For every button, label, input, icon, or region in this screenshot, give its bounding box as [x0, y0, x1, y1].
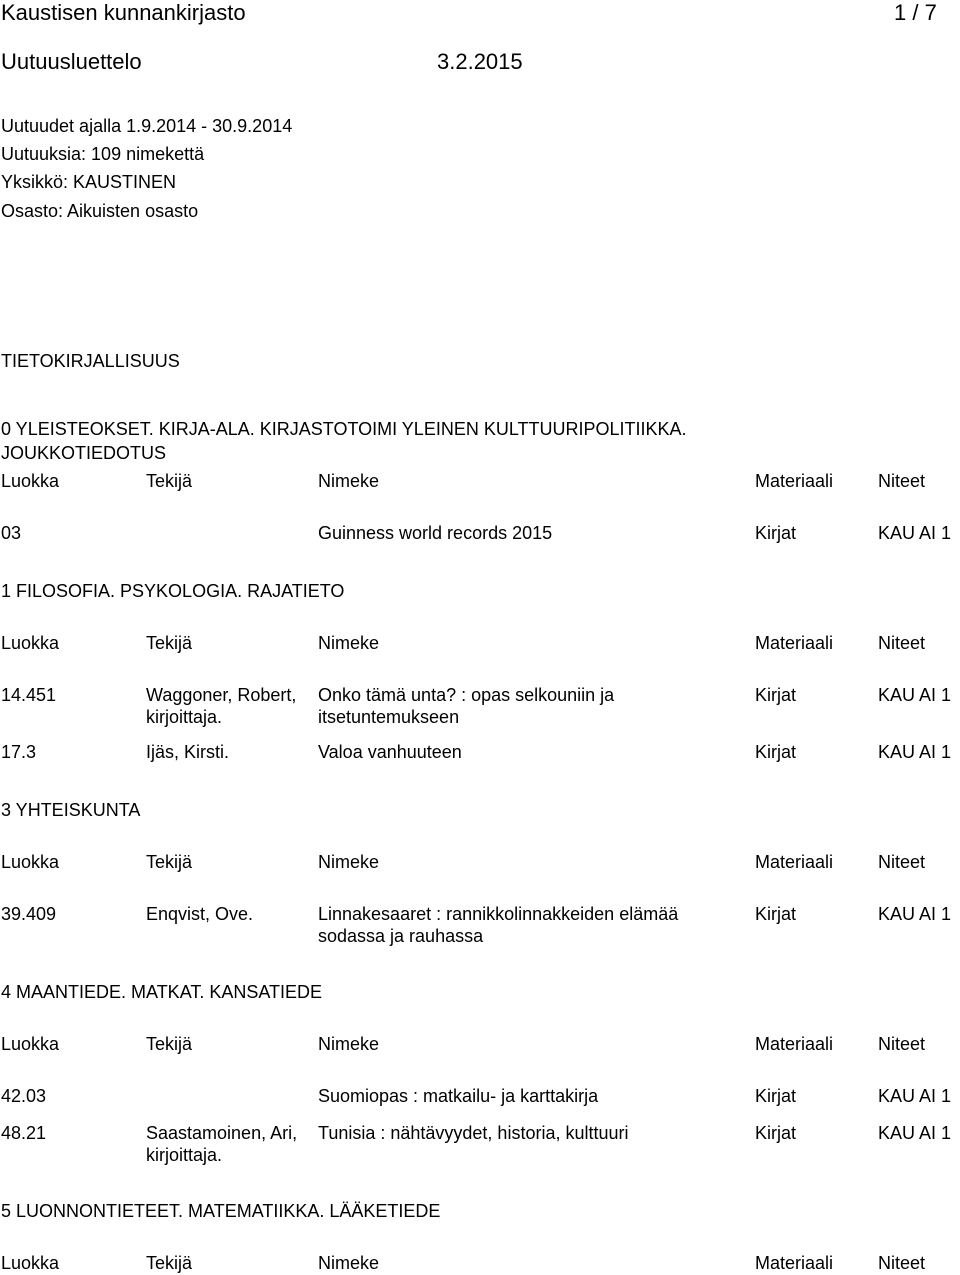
cell-tekija: Enqvist, Ove.	[146, 904, 254, 924]
col-nimeke: Nimeke	[318, 633, 380, 653]
col-niteet: Niteet	[878, 1034, 926, 1054]
section-title-continued: JOUKKOTIEDOTUS	[1, 443, 167, 463]
cell-niteet: KAU AI 1	[878, 742, 952, 762]
cell-luokka: 03	[1, 523, 22, 543]
section-title: 1 FILOSOFIA. PSYKOLOGIA. RAJATIETO	[1, 581, 345, 601]
cell-materiaali: Kirjat	[755, 904, 797, 924]
col-niteet: Niteet	[878, 1253, 926, 1273]
col-niteet: Niteet	[878, 852, 926, 872]
col-materiaali: Materiaali	[755, 852, 834, 872]
cell-luokka: 42.03	[1, 1086, 47, 1106]
col-nimeke: Nimeke	[318, 1034, 380, 1054]
unit-info: Yksikkö: KAUSTINEN	[1, 172, 177, 192]
period-info: Uutuudet ajalla 1.9.2014 - 30.9.2014	[1, 116, 293, 136]
cell-luokka: 17.3	[1, 742, 37, 762]
col-luokka: Luokka	[1, 1034, 60, 1054]
col-nimeke: Nimeke	[318, 1253, 380, 1273]
col-materiaali: Materiaali	[755, 1253, 834, 1273]
title-count: Uutuuksia: 109 nimekettä	[1, 144, 205, 164]
cell-nimeke: Valoa vanhuuteen	[318, 742, 462, 762]
cell-materiaali: Kirjat	[755, 685, 797, 705]
cell-nimeke: Tunisia : nähtävyydet, historia, kulttuuri	[318, 1123, 629, 1143]
col-luokka: Luokka	[1, 633, 60, 653]
cell-nimeke: Onko tämä unta? : opas selkouniin ja itsetuntemukseen	[318, 685, 615, 727]
col-materiaali: Materiaali	[755, 633, 834, 653]
section-title: 5 LUONNONTIETEET. MATEMATIIKKA. LÄÄKETIEDE	[1, 1201, 441, 1221]
cell-materiaali: Kirjat	[755, 742, 797, 762]
col-tekija: Tekijä	[146, 633, 193, 653]
main-category: TIETOKIRJALLISUUS	[1, 351, 180, 371]
cell-niteet: KAU AI 1	[878, 523, 952, 543]
col-nimeke: Nimeke	[318, 471, 380, 491]
section-title: 3 YHTEISKUNTA	[1, 800, 141, 820]
library-name: Kaustisen kunnankirjasto	[1, 0, 246, 25]
section-title: 4 MAANTIEDE. MATKAT. KANSATIEDE	[1, 982, 323, 1002]
cell-niteet: KAU AI 1	[878, 1086, 952, 1106]
page-number: 1 / 7	[894, 0, 937, 25]
cell-nimeke: Linnakesaaret : rannikkolinnakkeiden elämää sodassa ja rauhassa	[318, 904, 679, 946]
col-tekija: Tekijä	[146, 471, 193, 491]
col-materiaali: Materiaali	[755, 1034, 834, 1054]
list-date: 3.2.2015	[437, 49, 523, 74]
list-title: Uutuusluettelo	[1, 49, 142, 74]
col-tekija: Tekijä	[146, 1253, 193, 1273]
cell-luokka: 14.451	[1, 685, 57, 705]
cell-niteet: KAU AI 1	[878, 904, 952, 924]
section-title: 0 YLEISTEOKSET. KIRJA-ALA. KIRJASTOTOIMI YLEINEN KULTTUURIPOLITIIKKA.	[1, 419, 687, 439]
department-info: Osasto: Aikuisten osasto	[1, 201, 199, 221]
cell-materiaali: Kirjat	[755, 1123, 797, 1143]
cell-materiaali: Kirjat	[755, 1086, 797, 1106]
cell-nimeke: Suomiopas : matkailu- ja karttakirja	[318, 1086, 599, 1106]
cell-tekija: Ijäs, Kirsti.	[146, 742, 230, 762]
col-luokka: Luokka	[1, 852, 60, 872]
col-luokka: Luokka	[1, 471, 60, 491]
cell-niteet: KAU AI 1	[878, 685, 952, 705]
cell-luokka: 48.21	[1, 1123, 47, 1143]
cell-niteet: KAU AI 1	[878, 1123, 952, 1143]
col-materiaali: Materiaali	[755, 471, 834, 491]
cell-materiaali: Kirjat	[755, 523, 797, 543]
col-luokka: Luokka	[1, 1253, 60, 1273]
col-nimeke: Nimeke	[318, 852, 380, 872]
cell-nimeke: Guinness world records 2015	[318, 523, 553, 543]
cell-tekija: Saastamoinen, Ari, kirjoittaja.	[146, 1123, 298, 1165]
cell-luokka: 39.409	[1, 904, 57, 924]
col-tekija: Tekijä	[146, 852, 193, 872]
col-tekija: Tekijä	[146, 1034, 193, 1054]
col-niteet: Niteet	[878, 633, 926, 653]
cell-tekija: Waggoner, Robert, kirjoittaja.	[146, 685, 297, 727]
col-niteet: Niteet	[878, 471, 926, 491]
